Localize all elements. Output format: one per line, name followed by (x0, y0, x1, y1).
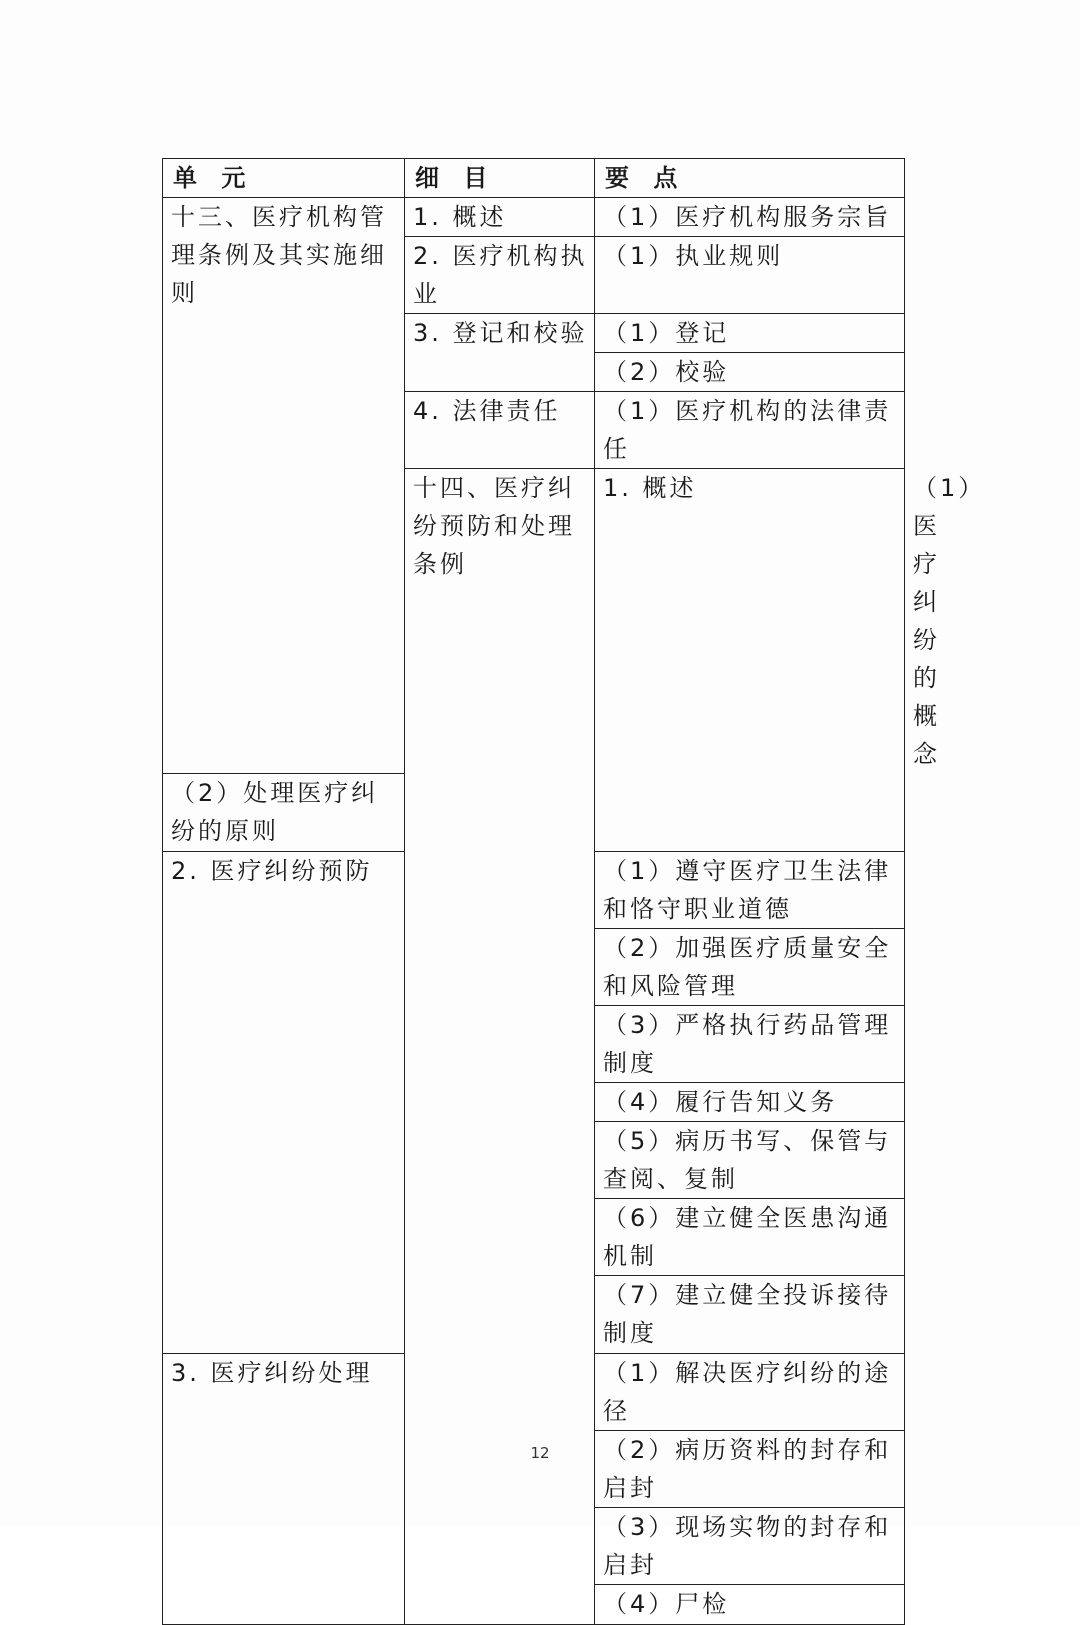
point-cell: （1）医疗机构的法律责任 (595, 392, 905, 469)
point-cell: （2）校验 (595, 353, 905, 392)
point-cell: （5）病历书写、保管与查阅、复制 (595, 1122, 905, 1199)
header-point: 要 点 (595, 159, 905, 198)
header-item: 细 目 (405, 159, 595, 198)
point-cell: （1）解决医疗纠纷的途径 (595, 1354, 905, 1431)
point-cell: （2）加强医疗质量安全和风险管理 (595, 929, 905, 1006)
unit-cell: 十三、医疗机构管理条例及其实施细则 (163, 198, 405, 774)
point-cell: （4）履行告知义务 (595, 1083, 905, 1122)
item-cell: 4. 法律责任 (405, 392, 595, 469)
point-cell: （1）医疗机构服务宗旨 (595, 198, 905, 237)
point-cell: （7）建立健全投诉接待制度 (595, 1276, 905, 1354)
point-cell: （1）遵守医疗卫生法律和恪守职业道德 (595, 852, 905, 929)
point-cell: （6）建立健全医患沟通机制 (595, 1199, 905, 1276)
point-cell: （2）处理医疗纠纷的原则 (163, 774, 405, 852)
item-cell: 3. 医疗纠纷处理 (163, 1354, 405, 1625)
item-cell: 2. 医疗机构执业 (405, 237, 595, 314)
page-number: 12 (530, 1444, 550, 1462)
table-row: 十四、医疗纠纷预防和处理条例 1. 概述 （1）医疗纠纷的概念 (163, 469, 905, 774)
unit-cell: 十四、医疗纠纷预防和处理条例 (405, 469, 595, 1625)
item-cell: 2. 医疗纠纷预防 (163, 852, 405, 1354)
item-cell: 1. 概述 (595, 469, 905, 852)
point-cell: （3）严格执行药品管理制度 (595, 1006, 905, 1083)
item-cell: 3. 登记和校验 (405, 314, 595, 392)
point-cell: （4）尸检 (595, 1585, 905, 1625)
point-cell: （1）登记 (595, 314, 905, 353)
header-row (163, 159, 905, 198)
point-cell: （3）现场实物的封存和启封 (595, 1508, 905, 1585)
exam-outline-table (162, 158, 986, 1625)
table-row (163, 198, 905, 237)
point-cell: （1）执业规则 (595, 237, 905, 314)
item-cell: 1. 概述 (405, 198, 595, 237)
header-unit: 单 元 (163, 159, 405, 198)
point-cell: （2）病历资料的封存和启封 (595, 1431, 905, 1508)
